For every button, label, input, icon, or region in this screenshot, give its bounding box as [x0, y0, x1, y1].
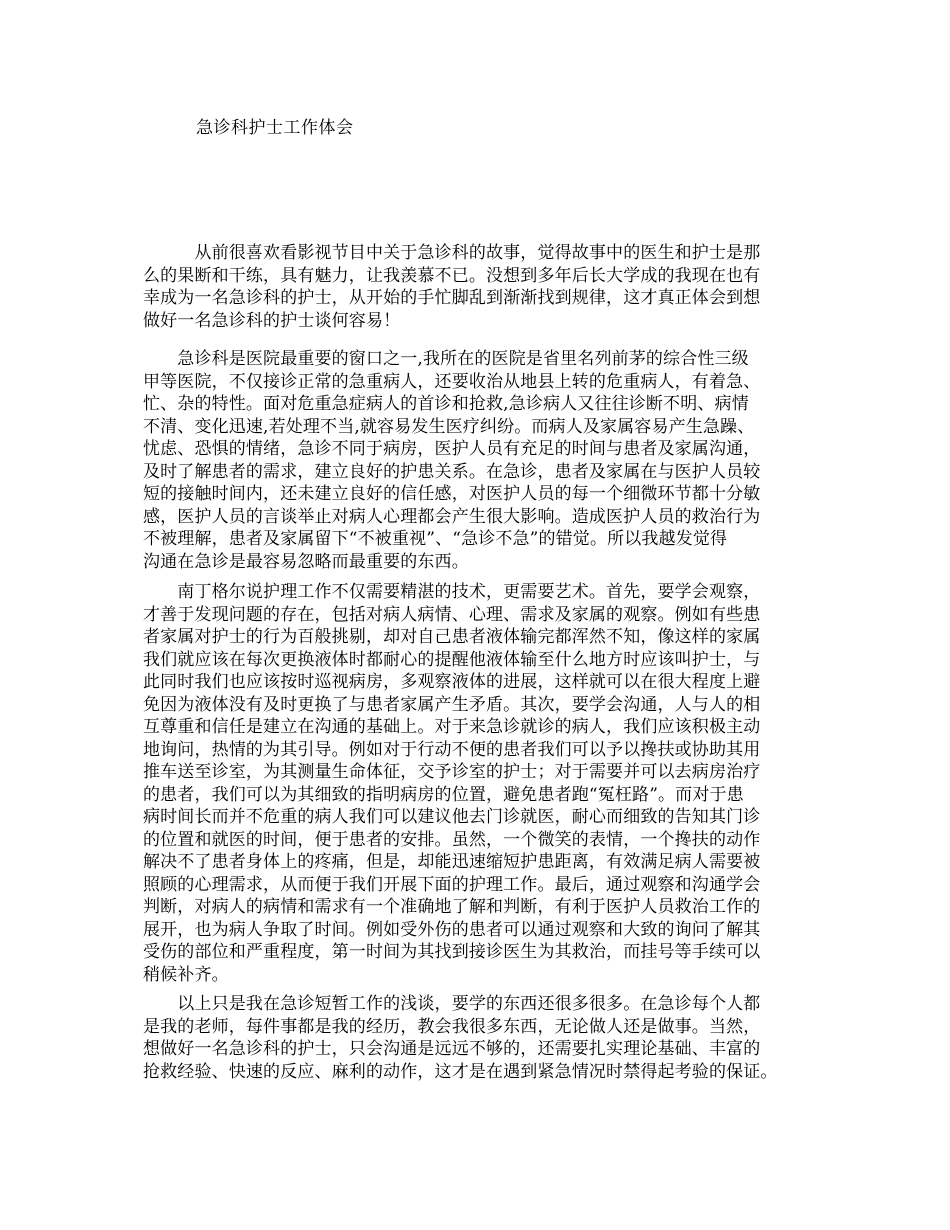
text-line: 从前很喜欢看影视节目中关于急诊科的故事，觉得故事中的医生和护士是那 — [143, 243, 761, 263]
text-line: 甲等医院，不仅接诊正常的急重病人，还要收治从地县上转的危重病人，有着急、 — [143, 371, 761, 392]
text-line: 忙、杂的特性。面对危重急症病人的首诊和抢救,急诊病人又往往诊断不明、病情 — [143, 394, 749, 414]
text-line: 抢救经验、快速的反应、麻利的动作，这才是在遇到紧急情况时禁得起考验的保证。 — [143, 1061, 778, 1082]
text-line: 南丁格尔说护理工作不仅需要精湛的技术，更需要艺术。首先，要学会观察， — [143, 582, 761, 602]
text-line: 想做好一名急诊科的护士，只会沟通是远远不够的，还需要扎实理论基础、丰富的 — [143, 1039, 761, 1059]
text-line: 么的果断和干练，具有魅力，让我羡慕不已。没想到多年后长大学成的我现在也有 — [143, 265, 761, 286]
text-line: 才善于发现问题的存在，包括对病人病情、心理、需求及家属的观察。例如有些患 — [143, 604, 761, 625]
text-line: 解决不了患者身体上的疼痛，但是，却能迅速缩短护患距离，有效满足病人需要被 — [143, 852, 761, 872]
text-line: 病时间长而并不危重的病人我们可以建议他去门诊就医，耐心而细致的告知其门诊 — [143, 807, 761, 827]
text-line: 者家属对护士的行为百般挑剔，却对自己患者液体输完都浑然不知，像这样的家属 — [143, 627, 761, 647]
text-line: 免因为液体没有及时更换了与患者家属产生矛盾。其次，要学会沟通，人与人的相 — [143, 694, 761, 715]
text-line: 的患者，我们可以为其细致的指明病房的位置，避免患者跑“冤枉路”。而对于患 — [143, 784, 744, 805]
text-line: 以上只是我在急诊短暂工作的浅谈，要学的东西还很多很多。在急诊每个人都 — [143, 994, 761, 1014]
text-line: 的位置和就医的时间，便于患者的安排。虽然，一个微笑的表情，一个搀扶的动作 — [143, 829, 761, 850]
document-title: 急诊科护士工作体会 — [196, 118, 354, 138]
text-line: 忧虑、恐惧的情绪，急诊不同于病房，医护人员有充足的时间与患者及家属沟通， — [143, 439, 761, 459]
text-line: 稍候补齐。 — [143, 964, 229, 985]
text-line: 是我的老师，每件事都是我的经历，教会我很多东西，无论做人还是做事。当然， — [143, 1016, 761, 1037]
text-line: 短的接触时间内，还未建立良好的信任感，对医护人员的每一个细微环节都十分敏 — [143, 484, 761, 504]
text-line: 及时了解患者的需求，建立良好的护患关系。在急诊，患者及家属在与医护人员较 — [143, 461, 761, 482]
text-line: 判断，对病人的病情和需求有一个准确地了解和判断，有利于医护人员救治工作的 — [143, 897, 761, 917]
text-line: 此同时我们也应该按时巡视病房，多观察液体的进展，这样就可以在很大程度上避 — [143, 672, 761, 692]
text-line: 不清、变化迅速,若处理不当,就容易发生医疗纠纷。而病人及家属容易产生急躁、 — [143, 416, 755, 437]
text-line: 互尊重和信任是建立在沟通的基础上。对于来急诊就诊的病人，我们应该积极主动 — [143, 717, 761, 737]
text-line: 地询问，热情的为其引导。例如对于行动不便的患者我们可以予以搀扶或协助其用 — [143, 739, 761, 760]
text-line: 感，医护人员的言谈举止对病人心理都会产生很大影响。造成医护人员的救治行为 — [143, 506, 761, 527]
paragraph-intro — [143, 242, 823, 332]
paragraph-nightingale — [143, 581, 823, 986]
text-line: 不被理解，患者及家属留下“不被重视”、“急诊不急”的错觉。所以我越发觉得 — [143, 529, 728, 549]
text-line: 我们就应该在每次更换液体时都耐心的提醒他液体输至什么地方时应该叫护士，与 — [143, 649, 761, 670]
text-line: 急诊科是医院最重要的窗口之一,我所在的医院是省里名列前茅的综合性三级 — [143, 349, 749, 369]
paragraph-emergency-department — [143, 348, 823, 573]
text-line: 受伤的部位和严重程度，第一时间为其找到接诊医生为其救治，而挂号等手续可以 — [143, 942, 761, 962]
text-line: 沟通在急诊是最容易忽略而最重要的东西。 — [143, 551, 469, 572]
text-line: 展开，也为病人争取了时间。例如受外伤的患者可以通过观察和大致的询问了解其 — [143, 919, 761, 940]
text-line: 幸成为一名急诊科的护士，从开始的手忙脚乱到渐渐找到规律，这才真正体会到想 — [143, 288, 761, 308]
text-line: 照顾的心理需求，从而便于我们开展下面的护理工作。最后，通过观察和沟通学会 — [143, 874, 761, 895]
paragraph-conclusion — [143, 993, 823, 1083]
text-line: 做好一名急诊科的护士谈何容易！ — [143, 310, 401, 331]
text-line: 推车送至诊室，为其测量生命体征，交予诊室的护士；对于需要并可以去病房治疗 — [143, 762, 761, 782]
